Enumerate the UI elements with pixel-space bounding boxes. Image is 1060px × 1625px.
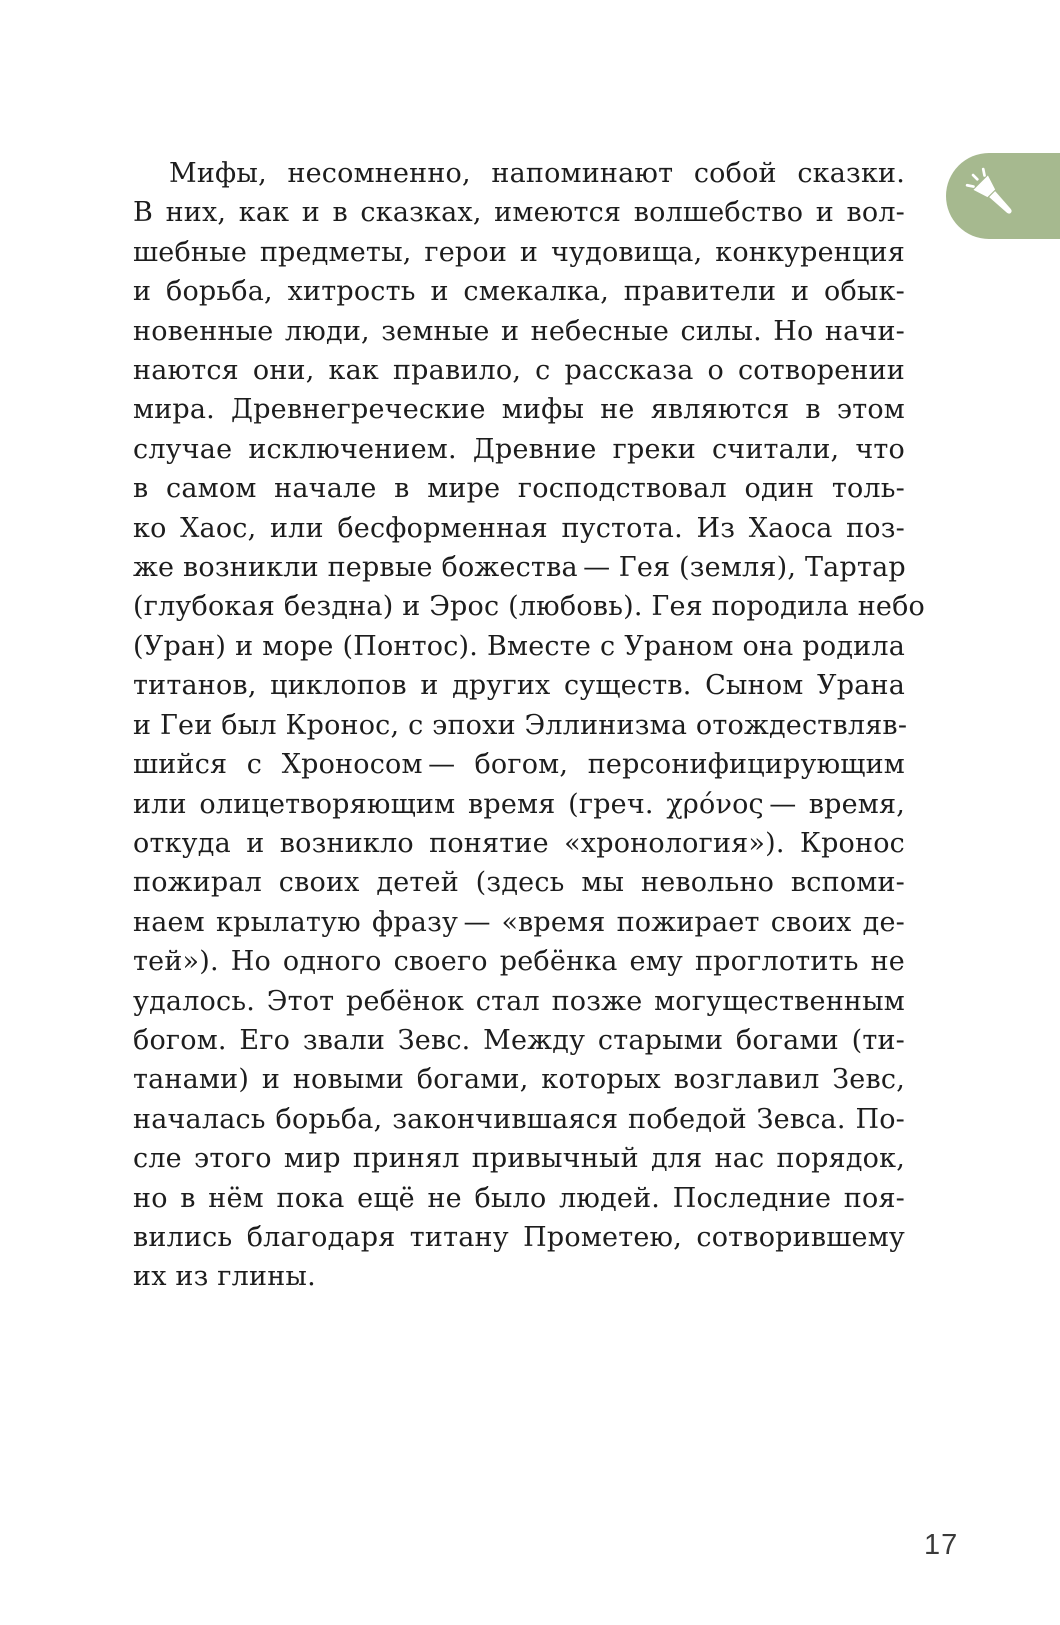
text-line: пожирал своих детей (здесь мы невольно вспоми-: [133, 867, 905, 899]
page-number: 17: [924, 1529, 959, 1561]
text-line: титанов, циклопов и других существ. Сыном Урана: [133, 670, 905, 702]
text-line: в самом начале в мире господствовал один толь-: [133, 473, 905, 505]
text-line: сле этого мир принял привычный для нас порядок,: [133, 1143, 905, 1175]
text-line: же возникли первые божества — Гея (земля), Тартар: [133, 552, 906, 584]
text-line: случае исключением. Древние греки считали, что: [133, 433, 905, 465]
text-line: новенные люди, земные и небесные силы. Но начи-: [133, 315, 905, 347]
page-text: [133, 154, 925, 1297]
text-line: (глубокая бездна) и Эрос (любовь). Гея породила небо: [133, 591, 925, 623]
text-line: (Уран) и море (Понтос). Вместе с Ураном она родила: [133, 630, 905, 662]
text-line: шебные предметы, герои и чудовища, конкуренция: [133, 236, 905, 268]
text-line: мира. Древнегреческие мифы не являются в этом: [133, 394, 905, 426]
text-line: и борьба, хитрость и смекалка, правители и обык-: [133, 276, 905, 308]
text-line: шийся с Хроносом — богом, персонифицирующим: [133, 749, 905, 781]
text-line: ко Хаос, или бесформенная пустота. Из Хаоса поз-: [133, 512, 905, 544]
text-line: наются они, как правило, с рассказа о сотворении: [133, 355, 905, 387]
text-line: но в нём пока ещё не было людей. Последние поя-: [133, 1182, 905, 1214]
text-line: и Геи был Кронос, с эпохи Эллинизма отождествляв-: [133, 709, 908, 741]
text-line: танами) и новыми богами, которых возглавил Зевс,: [133, 1064, 905, 1096]
text-line: Мифы, несомненно, напоминают собой сказки.: [169, 158, 905, 189]
text-line: или олицетворяющим время (греч. χρόνος — время,: [133, 788, 905, 820]
text-line: наем крылатую фразу — «время пожирает своих де-: [133, 906, 905, 938]
text-line: удалось. Этот ребёнок стал позже могущественным: [133, 985, 905, 1017]
section-bookmark-tab: [946, 153, 1060, 239]
text-line: тей»). Но одного своего ребёнка ему проглотить не: [133, 946, 905, 978]
text-line: богом. Его звали Зевс. Между старыми богами (ти-: [133, 1024, 905, 1056]
text-line: откуда и возникло понятие «хронология»). Кронос: [133, 827, 905, 859]
flashlight-icon: [963, 164, 1023, 226]
text-line: В них, как и в сказках, имеются волшебство и вол-: [133, 197, 905, 229]
text-line: началась борьба, закончившаяся победой Зевса. По-: [133, 1103, 905, 1135]
text-line: вились благодаря титану Прометею, сотворившему: [133, 1221, 905, 1253]
text-line: их из глины.: [133, 1261, 316, 1293]
